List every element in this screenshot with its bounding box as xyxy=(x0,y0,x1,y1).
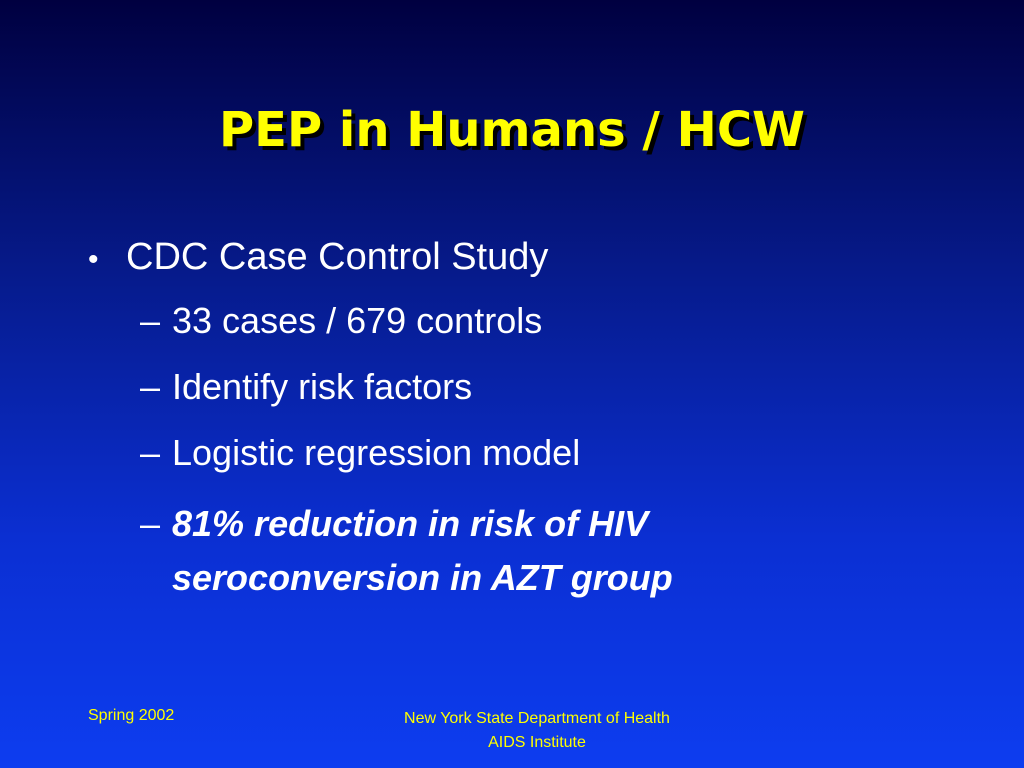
sub-bullet-item xyxy=(140,497,812,605)
sub-bullet-text-regression: Logistic regression model xyxy=(172,432,581,473)
bullet-text-main: CDC Case Control Study xyxy=(126,236,549,278)
bullet-item-main xyxy=(88,230,812,287)
footer-org-line-1: New York State Department of Health xyxy=(404,710,670,727)
footer-organization xyxy=(337,707,737,755)
dash-marker: – xyxy=(140,503,161,544)
sub-bullet-item xyxy=(140,365,812,409)
bullet-list xyxy=(88,230,812,605)
sub-bullet-item xyxy=(140,299,812,343)
reduction-line-1: 81% reduction in risk of HIV xyxy=(172,503,649,544)
footer-org-line-2: AIDS Institute xyxy=(488,734,586,751)
bullet-marker: • xyxy=(88,243,99,276)
sub-bullet-text-reduction xyxy=(172,497,812,605)
slide-title: PEP in Humans / HCW xyxy=(219,102,805,158)
sub-bullet-text-cases: 33 cases / 679 controls xyxy=(172,300,543,341)
reduction-line-2: seroconversion in AZT group xyxy=(172,557,673,598)
dash-marker: – xyxy=(140,366,161,407)
dash-marker: – xyxy=(140,432,161,473)
sub-bullet-item xyxy=(140,431,812,475)
footer-date: Spring 2002 xyxy=(88,707,175,724)
dash-marker: – xyxy=(140,300,161,341)
sub-bullet-text-risk-factors: Identify risk factors xyxy=(172,366,473,407)
